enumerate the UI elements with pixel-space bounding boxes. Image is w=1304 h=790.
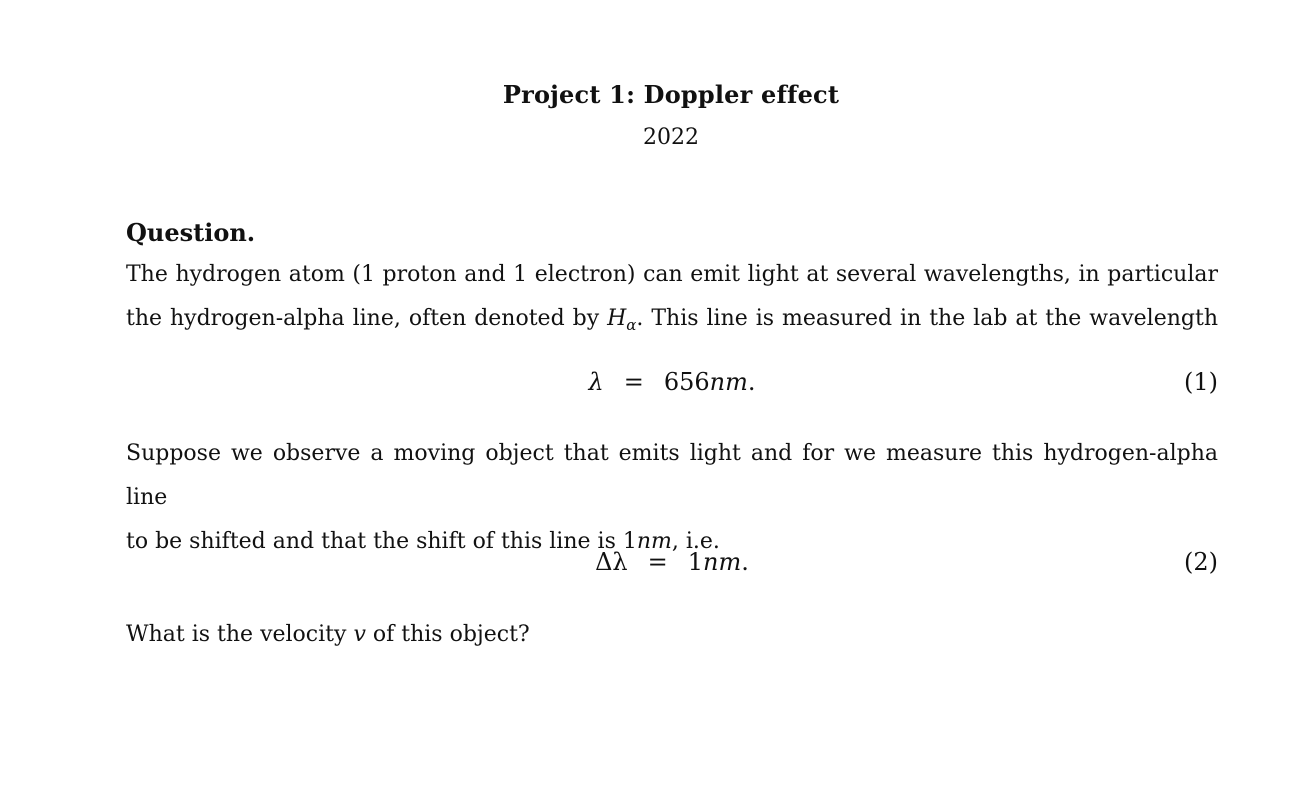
equation-unit: nm xyxy=(709,368,748,396)
paragraph-line: The hydrogen atom (1 proton and 1 electron) can emit light at several wavelengths, in particular xyxy=(126,262,1218,287)
equation-end: . xyxy=(747,368,756,396)
text-run: of this object? xyxy=(365,622,530,647)
paragraph-line xyxy=(126,613,1218,657)
equation-number-value: 656 xyxy=(663,368,710,396)
text-run: , i.e. xyxy=(671,529,720,554)
equation-operator: = xyxy=(647,548,668,576)
equation-number: (2) xyxy=(1184,548,1218,576)
math-unit: nm xyxy=(636,529,672,554)
equation-unit: nm xyxy=(703,548,742,576)
equation-body xyxy=(126,548,1218,576)
equation-lhs: λ xyxy=(588,368,604,396)
document-title: Project 1: Doppler effect xyxy=(502,80,840,109)
equation-number: (1) xyxy=(1184,368,1218,396)
equation-end: . xyxy=(741,548,749,576)
text-run: What is the velocity xyxy=(126,622,354,647)
equation-rhs xyxy=(664,368,756,396)
math-symbol-v: v xyxy=(353,622,366,647)
equation-lhs: Δλ xyxy=(595,548,628,576)
paragraph-line xyxy=(126,297,1218,342)
equation-rhs xyxy=(688,548,749,576)
text-run: . This line is measured in the lab at the wavelength xyxy=(636,306,1218,331)
paragraph-line: Suppose we observe a moving object that emits light and for we measure this hydrogen-alpha line xyxy=(126,441,1218,510)
equation-operator: = xyxy=(623,368,644,396)
math-symbol-h: H xyxy=(607,306,627,331)
paragraph-hydrogen-intro xyxy=(126,253,1218,342)
document-date: 2022 xyxy=(643,125,699,150)
math-subscript-alpha: α xyxy=(626,316,637,334)
equation-number-value: 1 xyxy=(687,548,704,576)
equation-2 xyxy=(126,548,1218,588)
text-run: to be shifted and that the shift of this line is 1 xyxy=(126,529,637,554)
text-run: the hydrogen-alpha line, often denoted by xyxy=(126,306,608,331)
paragraph-shift xyxy=(126,432,1218,564)
equation-1 xyxy=(126,368,1218,408)
paragraph-question xyxy=(126,613,1218,657)
section-heading: Question. xyxy=(126,218,256,247)
equation-body xyxy=(126,368,1218,396)
